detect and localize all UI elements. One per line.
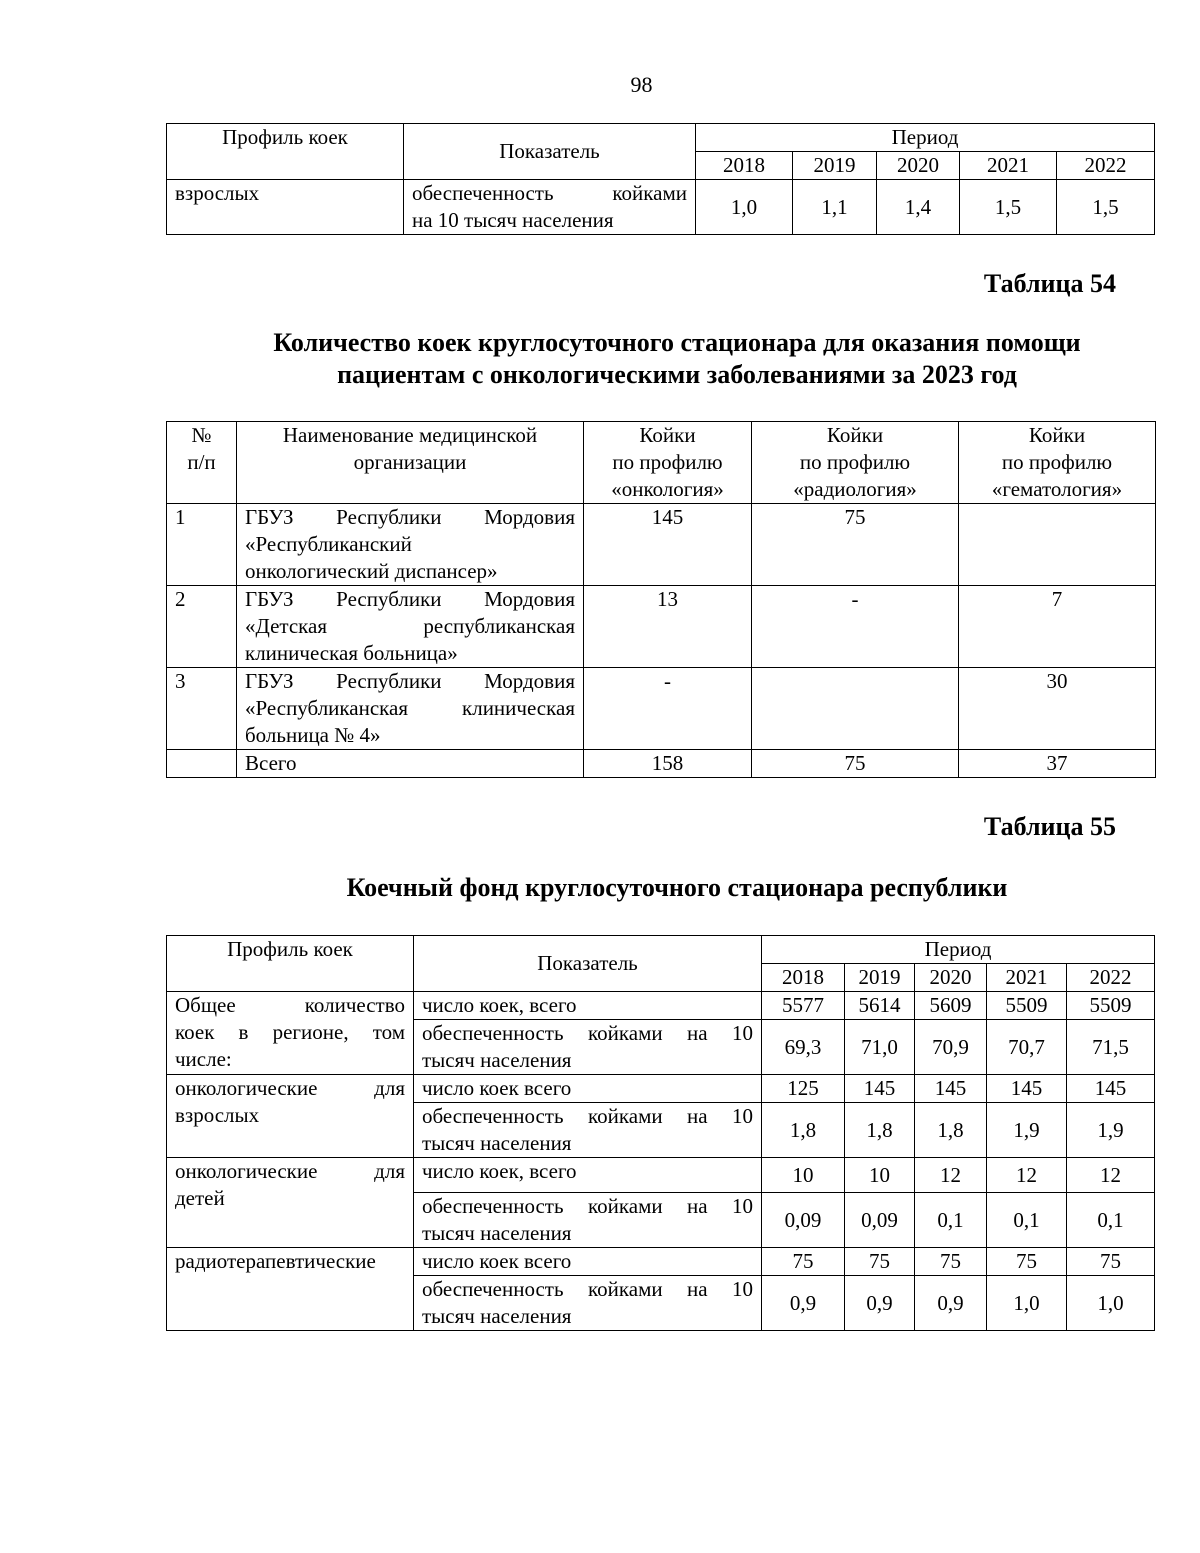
hematology-cell: 7 bbox=[959, 586, 1156, 668]
profile-line: онкологические для bbox=[175, 1159, 405, 1183]
table-55-title: Коечный фонд круглосуточного стационара республики bbox=[346, 873, 1008, 902]
row-number: 1 bbox=[167, 504, 237, 586]
value-cell: 1,9 bbox=[987, 1103, 1067, 1158]
value-cell: 75 bbox=[762, 1248, 845, 1276]
radiology-total: 75 bbox=[752, 750, 959, 778]
org-cell bbox=[237, 504, 584, 586]
value-cell: 70,7 bbox=[987, 1020, 1067, 1075]
top-table bbox=[166, 123, 1155, 235]
table-row bbox=[167, 180, 1155, 235]
table-54 bbox=[166, 421, 1156, 778]
value-cell: 1,8 bbox=[915, 1103, 987, 1158]
value-cell: 75 bbox=[845, 1248, 915, 1276]
value-cell: 69,3 bbox=[762, 1020, 845, 1075]
oncology-header: Койки по профилю «онкология» bbox=[584, 422, 752, 504]
year-header: 2021 bbox=[960, 152, 1057, 180]
indicator-cell bbox=[414, 1020, 762, 1075]
value-cell: 1,8 bbox=[762, 1103, 845, 1158]
value-cell: 5577 bbox=[762, 992, 845, 1020]
indicator-line: тысяч населения bbox=[422, 1221, 572, 1245]
value-cell: 5614 bbox=[845, 992, 915, 1020]
radiology-cell bbox=[752, 668, 959, 750]
org-cell bbox=[237, 586, 584, 668]
indicator-line: обеспеченность койками bbox=[412, 181, 687, 205]
value-cell: 125 bbox=[762, 1075, 845, 1103]
indicator-cell bbox=[414, 1193, 762, 1248]
page-number: 98 bbox=[630, 72, 653, 97]
table-55 bbox=[166, 935, 1155, 1331]
value-cell: 0,1 bbox=[915, 1193, 987, 1248]
org-line: ГБУЗ Республики Мордовия bbox=[245, 505, 575, 529]
value-cell: 71,0 bbox=[845, 1020, 915, 1075]
value-cell: 71,5 bbox=[1067, 1020, 1155, 1075]
profile-cell bbox=[167, 1075, 414, 1158]
table-row bbox=[167, 668, 1156, 750]
value-cell: 1,4 bbox=[877, 180, 960, 235]
value-cell: 0,9 bbox=[915, 1276, 987, 1331]
indicator-cell bbox=[404, 180, 696, 235]
org-line: «Республиканская клиническая bbox=[245, 696, 575, 720]
value-cell: 1,8 bbox=[845, 1103, 915, 1158]
value-cell: 0,9 bbox=[845, 1276, 915, 1331]
year-header: 2022 bbox=[1057, 152, 1155, 180]
total-label: Всего bbox=[237, 750, 584, 778]
table-54-title-line2: пациентам с онкологическими заболеваниями за 2023 год bbox=[337, 360, 1017, 389]
hematology-cell bbox=[959, 504, 1156, 586]
year-header: 2022 bbox=[1067, 964, 1155, 992]
value-cell: 0,09 bbox=[762, 1193, 845, 1248]
value-cell: 10 bbox=[845, 1158, 915, 1193]
value-cell: 1,5 bbox=[1057, 180, 1155, 235]
value-cell: 1,1 bbox=[793, 180, 877, 235]
indicator-line: обеспеченность койками на 10 bbox=[422, 1104, 753, 1128]
profile-line: числе: bbox=[175, 1047, 232, 1071]
value-cell: 0,09 bbox=[845, 1193, 915, 1248]
year-header: 2020 bbox=[877, 152, 960, 180]
year-header: 2018 bbox=[762, 964, 845, 992]
empty-cell bbox=[167, 750, 237, 778]
table-55-label: Таблица 55 bbox=[983, 812, 1116, 841]
org-header: Наименование медицинской организации bbox=[237, 422, 584, 504]
value-cell: 5609 bbox=[915, 992, 987, 1020]
indicator-cell bbox=[414, 1103, 762, 1158]
org-line: ГБУЗ Республики Мордовия bbox=[245, 587, 575, 611]
profile-line: взрослых bbox=[175, 1103, 260, 1127]
period-header: Период bbox=[696, 124, 1155, 152]
indicator-line: тысяч населения bbox=[422, 1048, 572, 1072]
value-cell: 0,9 bbox=[762, 1276, 845, 1331]
row-number: 3 bbox=[167, 668, 237, 750]
org-line: «Республиканский bbox=[245, 532, 412, 556]
value-cell: 145 bbox=[1067, 1075, 1155, 1103]
org-line: клиническая больница» bbox=[245, 641, 458, 665]
oncology-total: 158 bbox=[584, 750, 752, 778]
value-cell: 1,5 bbox=[960, 180, 1057, 235]
indicator-line: обеспеченность койками на 10 bbox=[422, 1021, 753, 1045]
profile-header: Профиль коек bbox=[167, 124, 404, 180]
year-header: 2019 bbox=[793, 152, 877, 180]
year-header: 2018 bbox=[696, 152, 793, 180]
indicator-cell: число коек всего bbox=[414, 1075, 762, 1103]
table-row bbox=[167, 992, 1155, 1020]
oncology-cell: 13 bbox=[584, 586, 752, 668]
indicator-line: на 10 тысяч населения bbox=[412, 208, 614, 232]
profile-line: Общее количество bbox=[175, 993, 405, 1017]
value-cell: 12 bbox=[1067, 1158, 1155, 1193]
oncology-cell: - bbox=[584, 668, 752, 750]
profile-cell bbox=[167, 1158, 414, 1248]
profile-cell bbox=[167, 992, 414, 1075]
value-cell: 0,1 bbox=[987, 1193, 1067, 1248]
indicator-line: тысяч населения bbox=[422, 1131, 572, 1155]
table-54-label: Таблица 54 bbox=[983, 269, 1116, 298]
value-cell: 145 bbox=[987, 1075, 1067, 1103]
profile-line: радиотерапевтические bbox=[175, 1249, 376, 1273]
value-cell: 70,9 bbox=[915, 1020, 987, 1075]
indicator-line: тысяч населения bbox=[422, 1304, 572, 1328]
indicator-line: обеспеченность койками на 10 bbox=[422, 1277, 753, 1301]
indicator-cell bbox=[414, 1276, 762, 1331]
period-header: Период bbox=[762, 936, 1155, 964]
table-row bbox=[167, 504, 1156, 586]
hematology-header: Койки по профилю «гематология» bbox=[959, 422, 1156, 504]
total-row bbox=[167, 750, 1156, 778]
profile-cell bbox=[167, 1248, 414, 1331]
value-cell: 75 bbox=[987, 1248, 1067, 1276]
org-line: ГБУЗ Республики Мордовия bbox=[245, 669, 575, 693]
indicator-cell: число коек, всего bbox=[414, 992, 762, 1020]
year-header: 2019 bbox=[845, 964, 915, 992]
table-row bbox=[167, 1158, 1155, 1193]
value-cell: 1,0 bbox=[987, 1276, 1067, 1331]
value-cell: 75 bbox=[1067, 1248, 1155, 1276]
year-header: 2020 bbox=[915, 964, 987, 992]
org-line: больница № 4» bbox=[245, 723, 381, 747]
value-cell: 75 bbox=[915, 1248, 987, 1276]
num-header: № п/п bbox=[167, 422, 237, 504]
value-cell: 5509 bbox=[1067, 992, 1155, 1020]
indicator-header: Показатель bbox=[404, 124, 696, 180]
radiology-header: Койки по профилю «радиология» bbox=[752, 422, 959, 504]
row-number: 2 bbox=[167, 586, 237, 668]
hematology-cell: 30 bbox=[959, 668, 1156, 750]
indicator-header: Показатель bbox=[414, 936, 762, 992]
table-row bbox=[167, 586, 1156, 668]
indicator-line: обеспеченность койками на 10 bbox=[422, 1194, 753, 1218]
table-row bbox=[167, 1075, 1155, 1103]
value-cell: 1,0 bbox=[1067, 1276, 1155, 1331]
year-header: 2021 bbox=[987, 964, 1067, 992]
org-line: онкологический диспансер» bbox=[245, 559, 498, 583]
indicator-cell: число коек, всего bbox=[414, 1158, 762, 1193]
radiology-cell: - bbox=[752, 586, 959, 668]
profile-cell: взрослых bbox=[167, 180, 404, 235]
hematology-total: 37 bbox=[959, 750, 1156, 778]
profile-line: детей bbox=[175, 1186, 225, 1210]
org-cell bbox=[237, 668, 584, 750]
value-cell: 12 bbox=[915, 1158, 987, 1193]
value-cell: 145 bbox=[845, 1075, 915, 1103]
value-cell: 1,9 bbox=[1067, 1103, 1155, 1158]
oncology-cell: 145 bbox=[584, 504, 752, 586]
value-cell: 0,1 bbox=[1067, 1193, 1155, 1248]
radiology-cell: 75 bbox=[752, 504, 959, 586]
value-cell: 145 bbox=[915, 1075, 987, 1103]
value-cell: 10 bbox=[762, 1158, 845, 1193]
value-cell: 5509 bbox=[987, 992, 1067, 1020]
value-cell: 12 bbox=[987, 1158, 1067, 1193]
org-line: «Детская республиканская bbox=[245, 614, 575, 638]
profile-line: онкологические для bbox=[175, 1076, 405, 1100]
table-row bbox=[167, 1248, 1155, 1276]
table-54-title-line1: Количество коек круглосуточного стационара для оказания помощи bbox=[273, 328, 1081, 357]
profile-header: Профиль коек bbox=[167, 936, 414, 992]
value-cell: 1,0 bbox=[696, 180, 793, 235]
indicator-cell: число коек всего bbox=[414, 1248, 762, 1276]
profile-line: коек в регионе, том bbox=[175, 1020, 405, 1044]
